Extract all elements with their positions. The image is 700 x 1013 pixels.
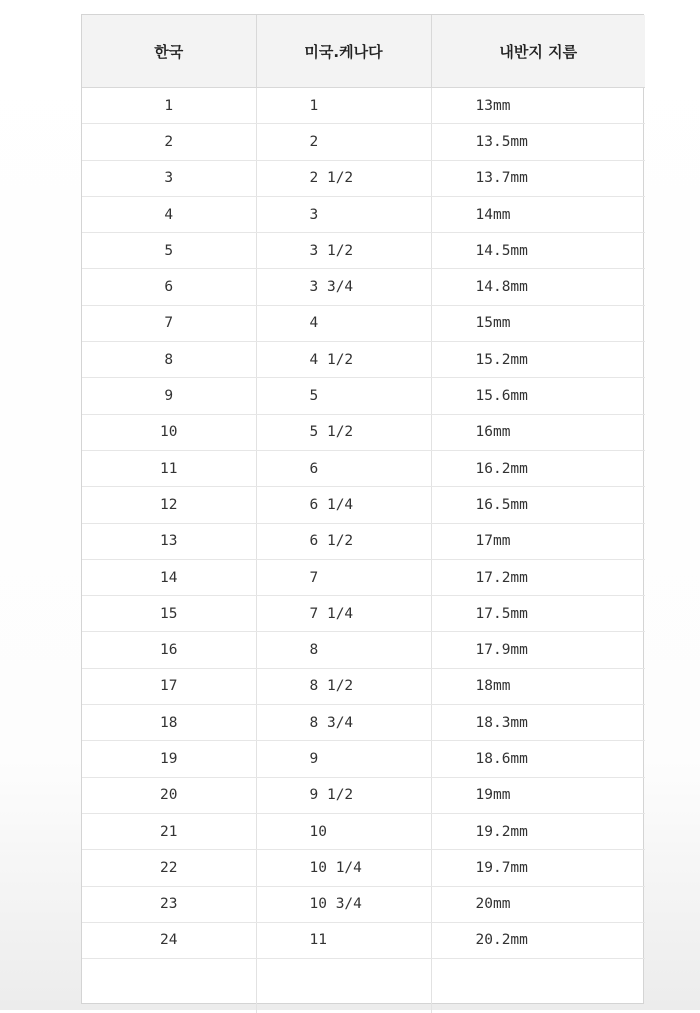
diameter-cell: 14mm bbox=[431, 196, 645, 232]
table-filler-row bbox=[82, 959, 645, 1013]
diameter-cell: 18.6mm bbox=[431, 741, 645, 777]
korea-size-cell: 23 bbox=[82, 886, 256, 922]
ring-size-table bbox=[82, 15, 645, 1013]
diameter-cell: 17.2mm bbox=[431, 559, 645, 595]
header-korea: 한국 bbox=[82, 15, 256, 88]
us-canada-size-cell: 4 bbox=[256, 305, 431, 341]
us-canada-size-cell: 8 1/2 bbox=[256, 668, 431, 704]
us-canada-size-cell: 7 1/4 bbox=[256, 596, 431, 632]
korea-size-cell: 6 bbox=[82, 269, 256, 305]
korea-size-cell: 11 bbox=[82, 450, 256, 486]
header-inner-diameter: 내반지 지름 bbox=[431, 15, 645, 88]
korea-size-cell: 17 bbox=[82, 668, 256, 704]
korea-size-cell: 20 bbox=[82, 777, 256, 813]
empty-cell bbox=[82, 959, 256, 1013]
table-row bbox=[82, 705, 645, 741]
us-canada-size-cell: 10 bbox=[256, 813, 431, 849]
ring-size-sheet bbox=[81, 14, 644, 1004]
korea-size-cell: 9 bbox=[82, 378, 256, 414]
table-header-row bbox=[82, 15, 645, 88]
table-row bbox=[82, 922, 645, 958]
korea-size-cell: 13 bbox=[82, 523, 256, 559]
korea-size-cell: 14 bbox=[82, 559, 256, 595]
korea-size-cell: 15 bbox=[82, 596, 256, 632]
us-canada-size-cell: 9 1/2 bbox=[256, 777, 431, 813]
korea-size-cell: 2 bbox=[82, 124, 256, 160]
us-canada-size-cell: 10 1/4 bbox=[256, 850, 431, 886]
empty-cell bbox=[256, 959, 431, 1013]
table-row bbox=[82, 850, 645, 886]
us-canada-size-cell: 6 1/4 bbox=[256, 487, 431, 523]
table-row bbox=[82, 886, 645, 922]
table-row bbox=[82, 632, 645, 668]
header-us-canada: 미국.케나다 bbox=[256, 15, 431, 88]
korea-size-cell: 8 bbox=[82, 342, 256, 378]
table-row bbox=[82, 160, 645, 196]
korea-size-cell: 19 bbox=[82, 741, 256, 777]
table-row bbox=[82, 196, 645, 232]
table-row bbox=[82, 414, 645, 450]
diameter-cell: 18mm bbox=[431, 668, 645, 704]
us-canada-size-cell: 5 bbox=[256, 378, 431, 414]
us-canada-size-cell: 3 bbox=[256, 196, 431, 232]
diameter-cell: 19mm bbox=[431, 777, 645, 813]
diameter-cell: 17.5mm bbox=[431, 596, 645, 632]
table-row bbox=[82, 777, 645, 813]
diameter-cell: 19.7mm bbox=[431, 850, 645, 886]
korea-size-cell: 16 bbox=[82, 632, 256, 668]
table-row bbox=[82, 233, 645, 269]
diameter-cell: 16mm bbox=[431, 414, 645, 450]
korea-size-cell: 5 bbox=[82, 233, 256, 269]
korea-size-cell: 21 bbox=[82, 813, 256, 849]
us-canada-size-cell: 9 bbox=[256, 741, 431, 777]
table-row bbox=[82, 487, 645, 523]
us-canada-size-cell: 8 bbox=[256, 632, 431, 668]
us-canada-size-cell: 5 1/2 bbox=[256, 414, 431, 450]
table-row bbox=[82, 559, 645, 595]
us-canada-size-cell: 11 bbox=[256, 922, 431, 958]
diameter-cell: 13.7mm bbox=[431, 160, 645, 196]
table-row bbox=[82, 450, 645, 486]
korea-size-cell: 22 bbox=[82, 850, 256, 886]
korea-size-cell: 12 bbox=[82, 487, 256, 523]
diameter-cell: 20mm bbox=[431, 886, 645, 922]
us-canada-size-cell: 2 bbox=[256, 124, 431, 160]
diameter-cell: 19.2mm bbox=[431, 813, 645, 849]
diameter-cell: 17.9mm bbox=[431, 632, 645, 668]
us-canada-size-cell: 8 3/4 bbox=[256, 705, 431, 741]
table-row bbox=[82, 741, 645, 777]
table-row bbox=[82, 813, 645, 849]
diameter-cell: 15.2mm bbox=[431, 342, 645, 378]
diameter-cell: 15mm bbox=[431, 305, 645, 341]
table-row bbox=[82, 523, 645, 559]
diameter-cell: 13mm bbox=[431, 88, 645, 124]
korea-size-cell: 1 bbox=[82, 88, 256, 124]
table-row bbox=[82, 668, 645, 704]
korea-size-cell: 10 bbox=[82, 414, 256, 450]
us-canada-size-cell: 1 bbox=[256, 88, 431, 124]
us-canada-size-cell: 6 1/2 bbox=[256, 523, 431, 559]
table-row bbox=[82, 596, 645, 632]
diameter-cell: 16.2mm bbox=[431, 450, 645, 486]
diameter-cell: 18.3mm bbox=[431, 705, 645, 741]
us-canada-size-cell: 2 1/2 bbox=[256, 160, 431, 196]
diameter-cell: 13.5mm bbox=[431, 124, 645, 160]
table-body bbox=[82, 88, 645, 1013]
korea-size-cell: 24 bbox=[82, 922, 256, 958]
us-canada-size-cell: 3 3/4 bbox=[256, 269, 431, 305]
us-canada-size-cell: 7 bbox=[256, 559, 431, 595]
diameter-cell: 14.8mm bbox=[431, 269, 645, 305]
diameter-cell: 16.5mm bbox=[431, 487, 645, 523]
korea-size-cell: 3 bbox=[82, 160, 256, 196]
table-row bbox=[82, 342, 645, 378]
us-canada-size-cell: 6 bbox=[256, 450, 431, 486]
us-canada-size-cell: 3 1/2 bbox=[256, 233, 431, 269]
table-row bbox=[82, 88, 645, 124]
table-row bbox=[82, 269, 645, 305]
us-canada-size-cell: 4 1/2 bbox=[256, 342, 431, 378]
korea-size-cell: 4 bbox=[82, 196, 256, 232]
diameter-cell: 14.5mm bbox=[431, 233, 645, 269]
us-canada-size-cell: 10 3/4 bbox=[256, 886, 431, 922]
diameter-cell: 20.2mm bbox=[431, 922, 645, 958]
diameter-cell: 15.6mm bbox=[431, 378, 645, 414]
diameter-cell: 17mm bbox=[431, 523, 645, 559]
korea-size-cell: 18 bbox=[82, 705, 256, 741]
empty-cell bbox=[431, 959, 645, 1013]
korea-size-cell: 7 bbox=[82, 305, 256, 341]
table-row bbox=[82, 305, 645, 341]
table-row bbox=[82, 124, 645, 160]
table-row bbox=[82, 378, 645, 414]
